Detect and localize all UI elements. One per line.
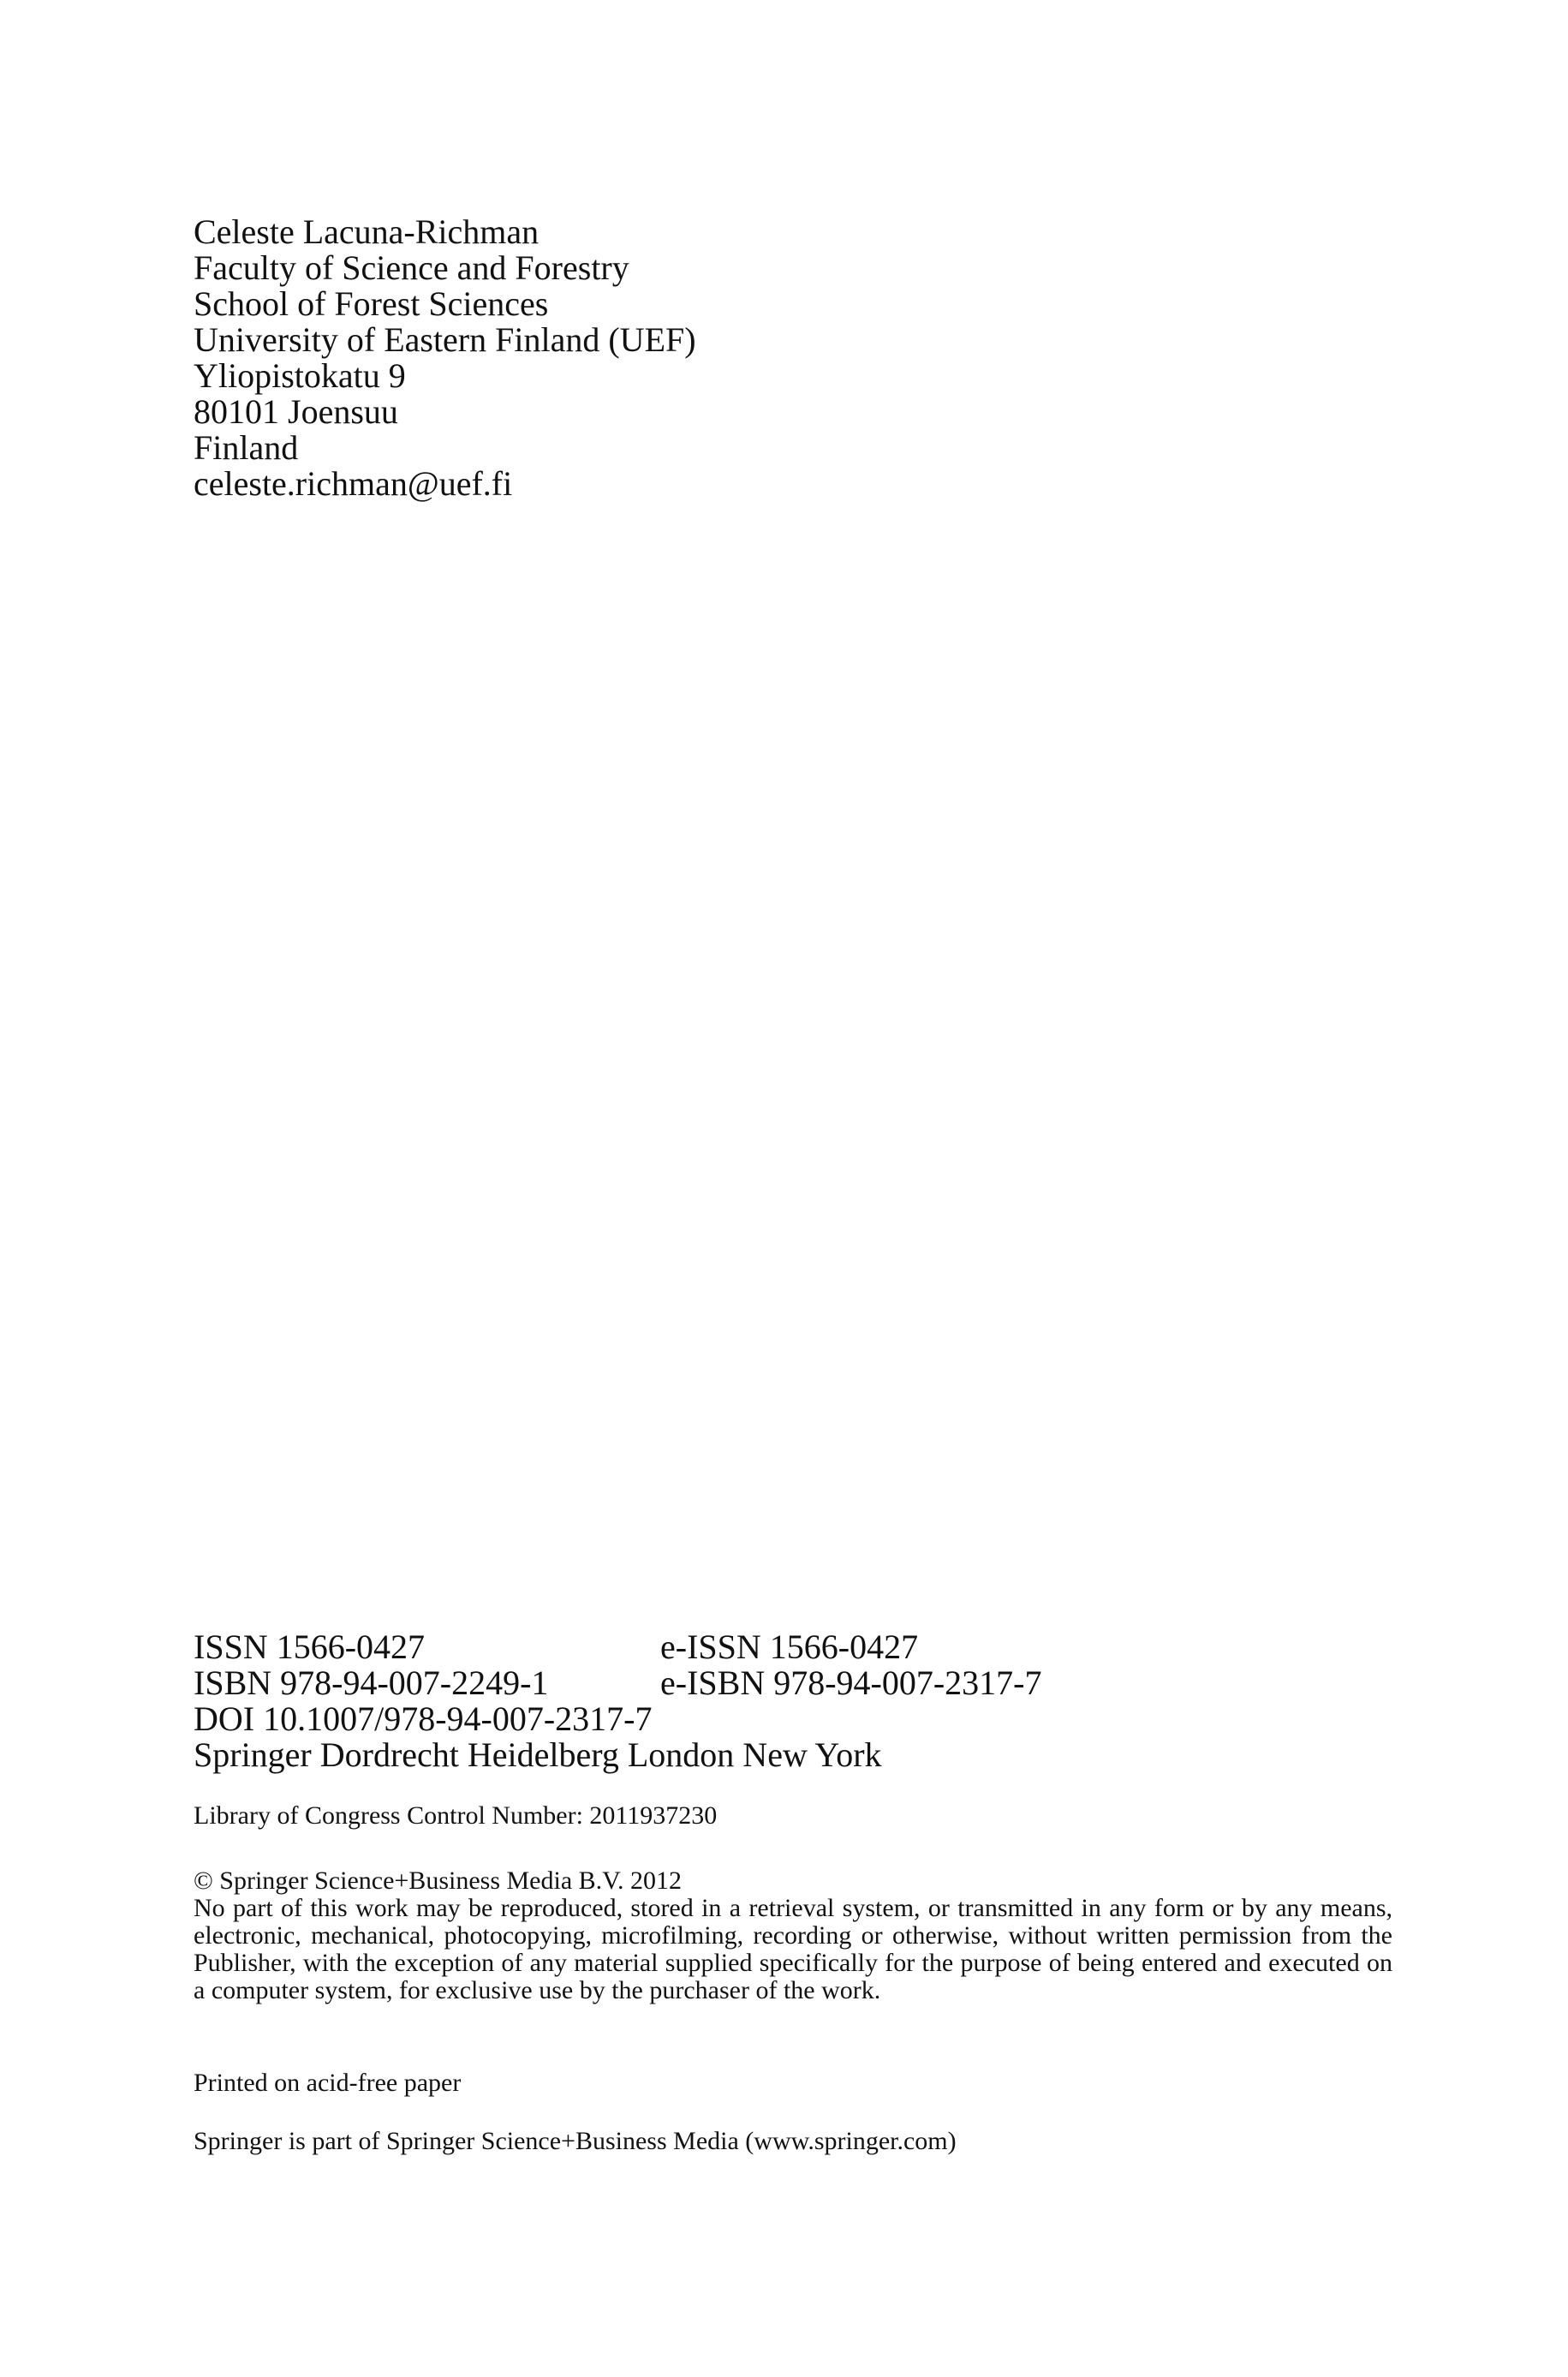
issn-row: [194, 1629, 1042, 1665]
author-postal-city: 80101 Joensuu: [194, 392, 398, 431]
author-name: Celeste Lacuna-Richman: [194, 212, 540, 251]
author-email: celeste.richman@uef.fi: [194, 464, 513, 503]
doi: DOI 10.1007/978-94-007-2317-7: [194, 1699, 653, 1738]
author-street: Yliopistokatu 9: [194, 356, 406, 395]
springer-part-note: Springer is part of Springer Science+Business Media (www.springer.com): [194, 2127, 957, 2155]
publisher-cities: Springer Dordrecht Heidelberg London New York: [194, 1735, 882, 1774]
rights-statement: No part of this work may be reproduced, stored in a retrieval system, or transmitted in any form or by any means, electronic, mechanical, photocopying, microfilming, recording or otherwise, without written permission from the Publisher, with the exception of any material supplied specifically for the purpose of being entered and executed on a computer system, for exclusive use by the purchaser of the work.: [194, 1894, 1392, 2004]
printed-note: Printed on acid-free paper: [194, 2069, 462, 2097]
author-university: University of Eastern Finland (UEF): [194, 320, 696, 359]
author-address-block: [194, 214, 696, 502]
e-isbn: e-ISBN 978-94-007-2317-7: [660, 1663, 1042, 1702]
e-issn: e-ISSN 1566-0427: [660, 1627, 919, 1666]
copyright-block: [194, 1867, 1392, 2004]
copyright-notice: © Springer Science+Business Media B.V. 2012: [194, 1866, 682, 1895]
author-country: Finland: [194, 428, 299, 467]
lccn: Library of Congress Control Number: 2011937230: [194, 1801, 718, 1830]
identifiers-block: [194, 1629, 1042, 1773]
isbn-row: [194, 1665, 1042, 1701]
author-school: School of Forest Sciences: [194, 284, 549, 323]
issn: ISSN 1566-0427: [194, 1627, 426, 1666]
author-faculty: Faculty of Science and Forestry: [194, 248, 629, 287]
isbn: ISBN 978-94-007-2249-1: [194, 1663, 549, 1702]
